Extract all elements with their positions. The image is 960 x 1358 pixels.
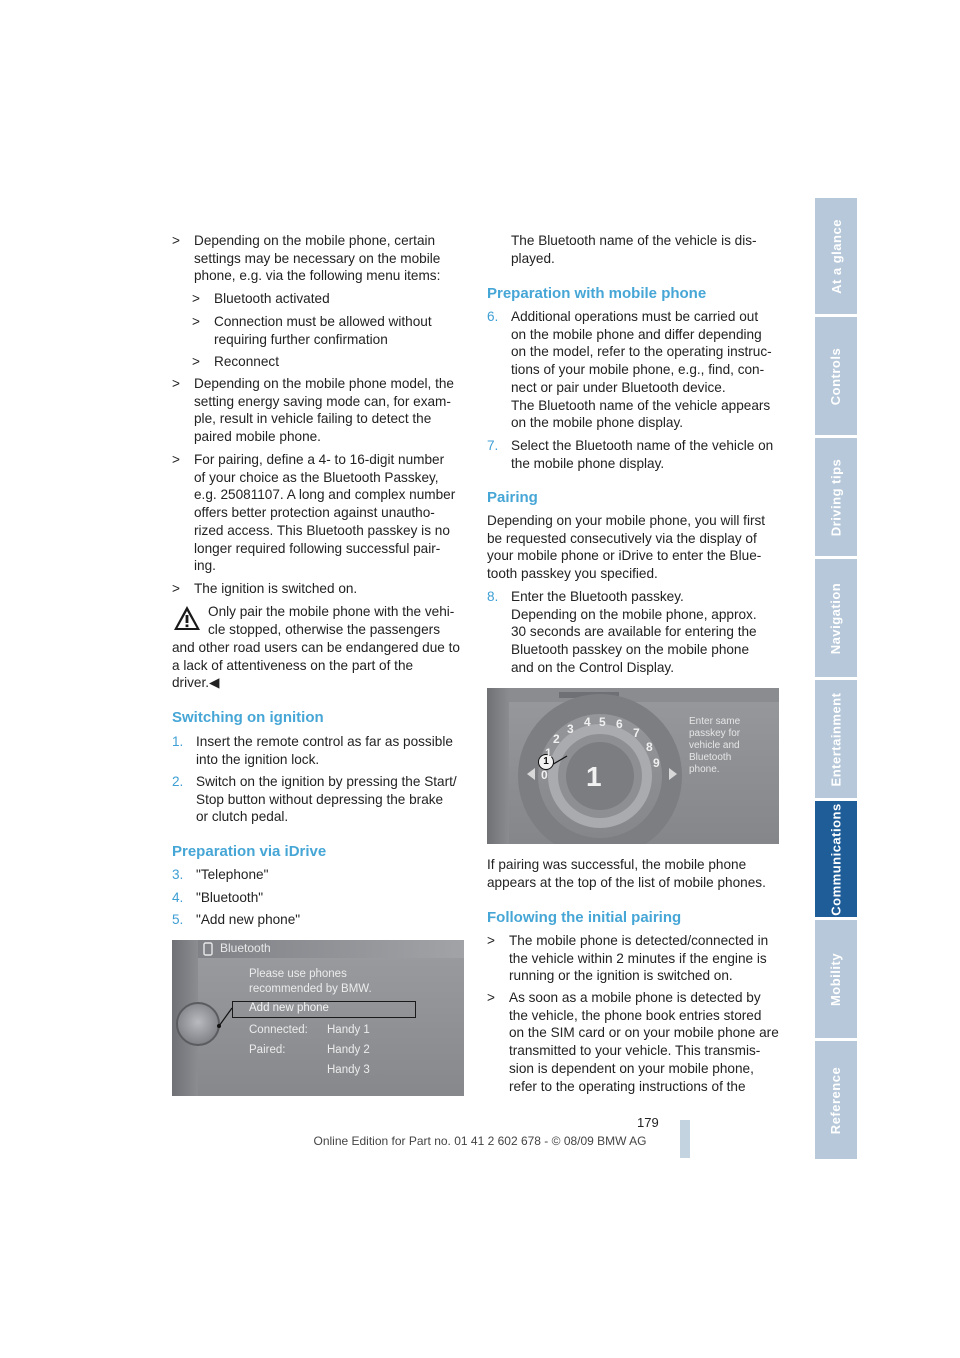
passkey-entry-screenshot [487,688,779,844]
dial-digit-4[interactable]: 4 [584,715,591,729]
bullet-settings [172,232,440,285]
callout-1: 1 [538,754,554,770]
text-line: Depending on the mobile phone, approx. [511,606,757,622]
text-line: running or the ignition is switched on. [509,968,733,984]
step-8 [487,588,757,677]
text-line: Insert the remote control as far as possible [196,734,453,749]
text-line: If pairing was successful, the mobile phone [487,857,747,872]
text-line: As soon as a mobile phone is detected by [509,990,761,1005]
paired-label: Paired: [249,1044,286,1056]
warning-text-start [208,603,454,638]
screen-labels [249,1020,308,1060]
text-line: on the mobile phone and differ depending [511,326,762,342]
text-line: Connection must be allowed without [214,314,432,329]
text-line: 30 seconds are available for entering the [511,624,757,640]
screen-line: Please use phones [249,968,347,980]
text-line: transmitted to your vehicle. This transmis- [509,1043,761,1059]
side-tab-label: At a glance [828,218,844,294]
bullet-ignition [172,580,357,598]
bullet-marker: > [172,233,180,248]
text-line: longer required following successful pair- [194,540,441,556]
footer-edition: Online Edition for Part no. 01 41 2 602 678 - © 08/09 BMW AG [313,1134,647,1148]
bullet-marker: > [192,291,200,306]
text-line: Bluetooth passkey on the mobile phone [511,642,750,658]
screen-line: Enter same [689,716,741,727]
side-tab-label: Entertainment [828,692,844,786]
dial-digit-8[interactable]: 8 [646,740,653,754]
side-tab-label: Driving tips [828,458,844,536]
text-line: The Bluetooth name of the vehicle appears [511,397,771,413]
text-line: requiring further confirmation [214,331,388,347]
bullet-phonebook [487,989,779,1095]
text-line: Only pair the mobile phone with the vehi- [208,604,455,619]
text-line: Reconnect [214,354,279,369]
text-line: For pairing, define a 4- to 16-digit number [194,452,445,467]
text-line: on the SIM card or on your mobile phone are [509,1025,779,1041]
bullet-marker: > [487,933,495,948]
text-line: Depending on the mobile phone model, the [194,376,454,391]
text-line: "Bluetooth" [196,890,264,905]
controller-knob [176,1002,220,1046]
bluetooth-menu-screenshot [172,940,464,1096]
pairing-intro [487,512,765,583]
text-line: on the model, refer to the operating instruc- [511,344,772,360]
text-line: or clutch pedal. [196,809,289,825]
text-line: e.g. 25081107. A long and complex number [194,487,456,503]
warning-text-rest [172,639,460,692]
step-number: 8. [487,589,499,604]
step-number: 5. [172,912,184,927]
text-line: paired mobile phone. [194,429,321,445]
text-line: Depending on the mobile phone, certain [194,233,436,248]
text-line: appears at the top of the list of mobile phones. [487,874,766,890]
text-line: refer to the operating instructions of the [509,1078,746,1094]
step-4 [172,889,263,907]
text-line: tions of your mobile phone, e.g., find, con- [511,362,765,378]
text-line: offers better protection against unautho- [194,505,435,521]
text-line: The ignition is switched on. [194,581,358,596]
dial-center-digit: 1 [586,761,602,792]
side-tab-label: Communications [828,802,844,916]
side-tab-driving-tips[interactable] [815,438,857,556]
text-line: cle stopped, otherwise the passengers [208,621,440,637]
screen-line: vehicle and [689,740,740,751]
side-tab-entertainment[interactable] [815,680,857,798]
side-tab-navigation[interactable] [815,559,857,677]
dial-digit-0[interactable]: 0 [541,768,548,782]
text-line: rized access. This Bluetooth passkey is no [194,522,450,538]
screen-line: phone. [689,764,720,775]
phone-item[interactable]: Handy 1 [327,1024,370,1036]
step-1 [172,733,453,768]
step-number: 3. [172,867,184,882]
text-line: driver.◀ [172,675,220,691]
dial-digit-3[interactable]: 3 [567,722,574,736]
bullet-passkey [172,451,455,575]
step-5 [172,911,300,929]
step-number: 4. [172,890,184,905]
sub-bullet-bluetooth-activated [192,290,330,308]
heading-preparation-via-idrive: Preparation via iDrive [172,843,327,860]
text-line: Select the Bluetooth name of the vehicle on [511,438,774,453]
warning-icon [172,604,202,632]
text-line: "Telephone" [196,867,269,882]
text-line: your mobile phone or iDrive to enter the Blue- [487,548,762,564]
side-tab-communications[interactable] [815,801,857,917]
text-line: setting energy saving mode can, for exam- [194,393,451,409]
bullet-marker: > [487,990,495,1005]
phone-item[interactable]: Handy 3 [327,1064,370,1076]
text-line: a lack of attentiveness on the part of the [172,657,414,673]
dial-digit-1[interactable]: 1 [545,746,552,760]
text-line: the vehicle within 2 minutes if the engine is [509,950,767,966]
step-number: 2. [172,774,184,789]
step-2 [172,773,457,826]
bullet-marker: > [172,376,180,391]
text-line: "Add new phone" [196,912,301,927]
side-tab-at-a-glance[interactable] [815,198,857,314]
passkey-instruction [689,716,740,776]
dial-digit-2[interactable]: 2 [553,732,560,746]
text-line: on the mobile phone display. [511,415,684,431]
step-number: 6. [487,309,499,324]
text-line: be requested consecutively via the display of [487,530,757,546]
step-number: 7. [487,438,499,453]
side-tab-label: Controls [828,347,844,405]
bluetooth-name-displayed [511,232,757,267]
text-line: the vehicle, the phone book entries stored [509,1007,762,1023]
bullet-marker: > [172,581,180,596]
sub-bullet-connection [192,313,432,348]
dial-digit-5[interactable]: 5 [599,715,606,729]
text-line: tooth passkey you specified. [487,566,658,582]
text-line: The Bluetooth name of the vehicle is dis- [511,233,757,248]
text-line: ple, result in vehicle failing to detect the [194,411,432,427]
heading-following-initial-pairing: Following the initial pairing [487,909,682,926]
screen-line: recommended by BMW. [249,983,372,995]
text-line: Enter the Bluetooth passkey. [511,589,684,604]
dial-digit-9[interactable]: 9 [653,756,660,770]
screen-line: passkey for [689,728,741,739]
text-line: Switch on the ignition by pressing the Start/ [196,774,457,789]
side-tab-label: Navigation [828,582,844,654]
text-line: ing. [194,558,216,574]
side-tab-mobility[interactable] [815,920,857,1038]
screen-phone-list [327,1020,370,1080]
text-line: nect or pair under Bluetooth device. [511,379,726,395]
heading-pairing: Pairing [487,489,538,506]
page-number: 179 [637,1115,659,1130]
text-line: played. [511,250,555,266]
text-line: into the ignition lock. [196,751,320,767]
dial-digit-6[interactable]: 6 [616,717,623,731]
dial-digit-7[interactable]: 7 [633,726,640,740]
side-tab-label: Mobility [828,952,844,1006]
text-line: Bluetooth activated [214,291,330,306]
phone-icon [200,942,216,956]
screen-title: Bluetooth [220,941,271,955]
bullet-marker: > [192,314,200,329]
pairing-success-text [487,856,766,891]
text-line: settings may be necessary on the mobile [194,250,441,266]
text-line: sion is dependent on your mobile phone, [509,1060,754,1076]
side-tab-controls[interactable] [815,317,857,435]
heading-preparation-with-mobile-phone: Preparation with mobile phone [487,285,707,302]
bullet-marker: > [172,452,180,467]
step-3 [172,866,268,884]
step-7 [487,437,773,472]
bullet-detected [487,932,768,985]
step-6 [487,308,772,432]
side-tab-label: Reference [828,1066,844,1134]
text-line: The mobile phone is detected/connected in [509,933,769,948]
sub-bullet-reconnect [192,353,279,371]
text-line: phone, e.g. via the following menu items: [194,268,441,284]
text-line: Depending on your mobile phone, you will first [487,513,766,528]
text-line: of your choice as the Bluetooth Passkey, [194,469,439,485]
connected-label: Connected: [249,1024,308,1036]
screen-line: Bluetooth [689,752,732,763]
text-line: and on the Control Display. [511,659,674,675]
bullet-marker: > [192,354,200,369]
screen-message [249,967,372,997]
phone-item[interactable]: Handy 2 [327,1044,370,1056]
text-line: the mobile phone display. [511,455,665,471]
bullet-energy-saving [172,375,454,446]
step-number: 1. [172,734,184,749]
text-line: and other road users can be endangered due to [172,640,460,655]
heading-switching-on-ignition: Switching on ignition [172,709,324,726]
text-line: Additional operations must be carried out [511,309,759,324]
add-new-phone-item[interactable]: Add new phone [249,1002,329,1014]
text-line: Stop button without depressing the brake [196,791,444,807]
callout-line [216,1006,234,1030]
